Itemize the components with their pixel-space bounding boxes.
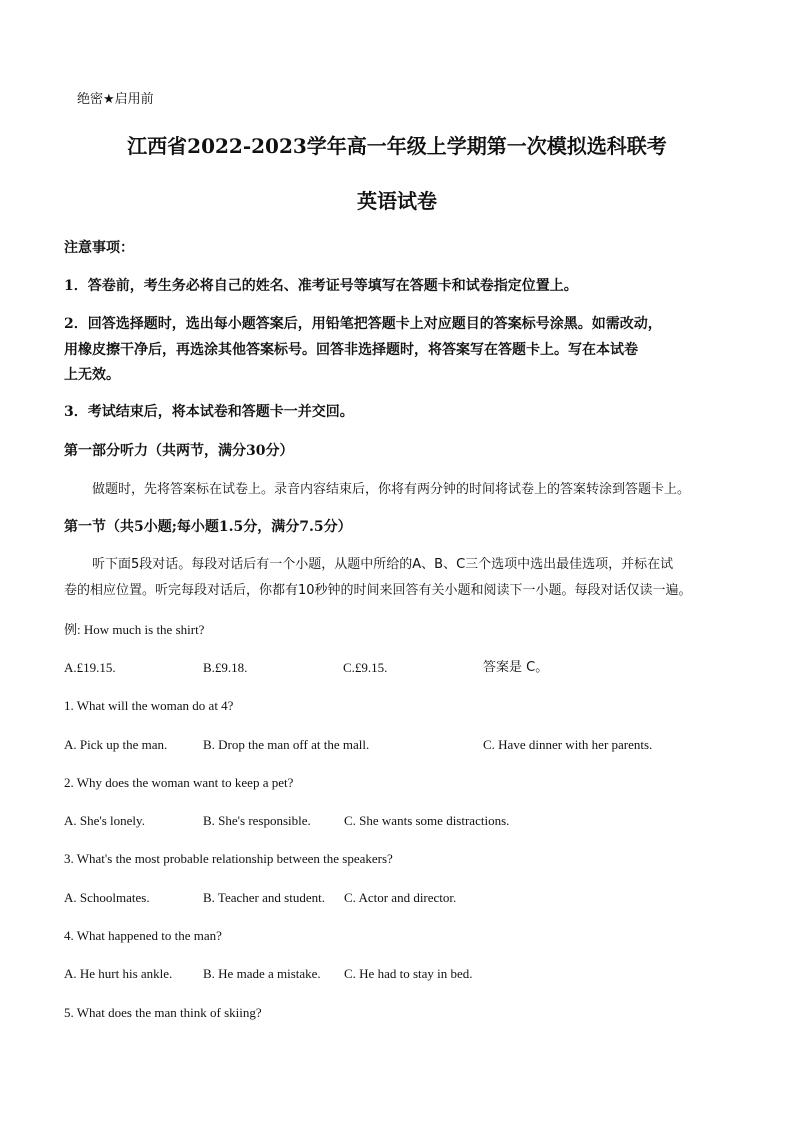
notes-heading: 注意事项： (64, 240, 134, 256)
note-item-1: 1．答卷前，考生务必将自己的姓名、准考证号等填写在答题卡和试卷指定位置上。 (64, 278, 578, 294)
example-option-a: A.£19.15. (64, 660, 116, 675)
question-4-option-c: C. He had to stay in bed. (344, 966, 473, 981)
section1-heading: 第一节（共5小题;每小题1.5分，满分7.5分） (64, 519, 352, 535)
question-4-option-a: A. He hurt his ankle. (64, 966, 173, 981)
note-item-2-line-1: 2．回答选择题时，选出每小题答案后，用铅笔把答题卡上对应题目的答案标号涂黑。如需改动， (64, 316, 662, 332)
question-2-option-b: B. She's responsible. (203, 813, 311, 828)
exam-title: 江西省2022-2023学年高一年级上学期第一次模拟选科联考 (127, 134, 667, 158)
question-1-option-b: B. Drop the man off at the mall. (203, 737, 370, 752)
example-question: 例: How much is the shirt? (64, 622, 205, 637)
note-item-2-line-3: 上无效。 (64, 367, 120, 383)
note-item-2-line-2: 用橡皮擦干净后，再选涂其他答案标号。回答非选择题时，将答案写在答题卡上。写在本试卷 (64, 342, 638, 358)
secret-label: 绝密★启用前 (77, 92, 154, 107)
question-3-option-c: C. Actor and director. (344, 890, 457, 905)
section1-instruction-line-1: 听下面5段对话。每段对话后有一个小题，从题中所给的A、B、C三个选项中选出最佳选项，并标在试 (92, 557, 674, 572)
example-option-c: C.£9.15. (343, 660, 388, 675)
question-1-option-a: A. Pick up the man. (64, 737, 168, 752)
question-1-option-c: C. Have dinner with her parents. (483, 737, 653, 752)
question-1: 1. What will the woman do at 4? (64, 698, 234, 713)
note-item-3: 3．考试结束后，将本试卷和答题卡一并交回。 (64, 404, 354, 420)
section1-instruction-line-2: 卷的相应位置。听完每段对话后，你都有10秒钟的时间来回答有关小题和阅读下一小题。每段对话仅读一遍。 (64, 583, 692, 598)
question-3: 3. What's the most probable relationship between the speakers? (64, 851, 393, 866)
question-4: 4. What happened to the man? (64, 928, 222, 943)
example-answer: 答案是 C。 (483, 660, 549, 675)
question-3-option-b: B. Teacher and student. (203, 890, 325, 905)
part1-instruction: 做题时，先将答案标在试卷上。录音内容结束后，你将有两分钟的时间将试卷上的答案转涂到答题卡上。 (92, 482, 691, 497)
part1-heading: 第一部分听力（共两节，满分30分） (64, 443, 294, 459)
question-4-option-b: B. He made a mistake. (203, 966, 321, 981)
question-2-option-a: A. She's lonely. (64, 813, 145, 828)
exam-subtitle: 英语试卷 (357, 189, 437, 213)
question-2-option-c: C. She wants some distractions. (344, 813, 510, 828)
question-5: 5. What does the man think of skiing? (64, 1005, 262, 1020)
question-3-option-a: A. Schoolmates. (64, 890, 150, 905)
example-option-b: B.£9.18. (203, 660, 248, 675)
question-2: 2. Why does the woman want to keep a pet? (64, 775, 294, 790)
